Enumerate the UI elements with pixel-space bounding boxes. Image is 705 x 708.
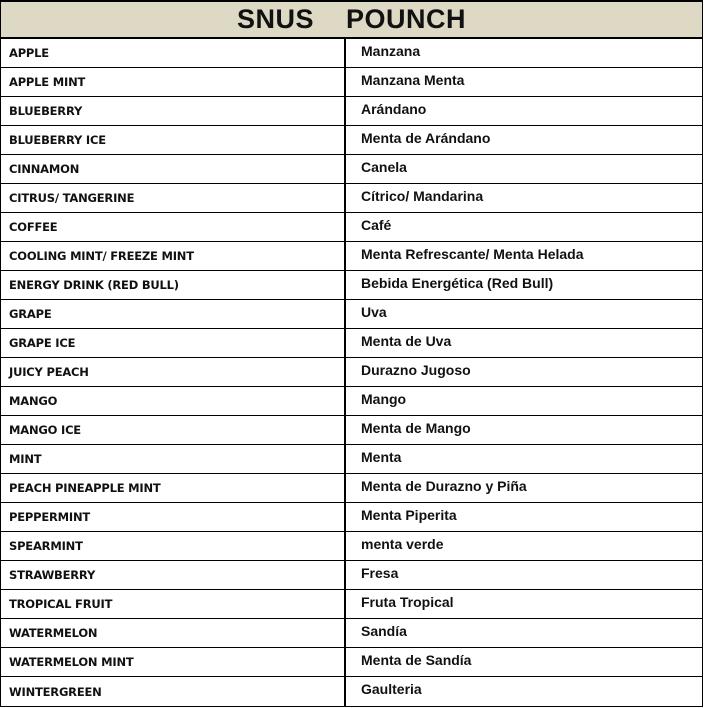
- table-row: [1, 97, 702, 126]
- flavor-english-cell: WATERMELON MINT: [1, 648, 346, 676]
- flavor-spanish-cell: Sandía: [361, 623, 407, 639]
- flavor-spanish-cell: Canela: [361, 159, 407, 175]
- table-row: [1, 590, 702, 619]
- table-row: [1, 532, 702, 561]
- flavor-spanish-cell: Fruta Tropical: [361, 594, 454, 610]
- table-row: [1, 561, 702, 590]
- flavor-spanish-cell: Durazno Jugoso: [361, 362, 471, 378]
- table-row: [1, 271, 702, 300]
- flavor-english-cell: BLUEBERRY ICE: [1, 126, 346, 154]
- flavor-spanish-cell: Menta Refrescante/ Menta Helada: [361, 246, 584, 262]
- flavor-english-cell: COOLING MINT/ FREEZE MINT: [1, 242, 346, 270]
- table-row: [1, 648, 702, 677]
- flavor-english-cell: WATERMELON: [1, 619, 346, 647]
- table-row: [1, 39, 702, 68]
- table-title: SNUS POUNCH: [236, 4, 467, 34]
- flavor-english-cell: APPLE: [1, 39, 346, 67]
- flavor-spanish-cell: Cítrico/ Mandarina: [361, 188, 484, 204]
- flavor-spanish-cell: Menta: [361, 449, 402, 465]
- table-row: [1, 242, 702, 271]
- table-row: [1, 68, 702, 97]
- flavor-spanish-cell: Bebida Energética (Red Bull): [361, 275, 554, 291]
- flavor-english-cell: PEACH PINEAPPLE MINT: [1, 474, 346, 502]
- table-row: [1, 503, 702, 532]
- table-row: [1, 677, 702, 706]
- table-row: [1, 416, 702, 445]
- flavor-spanish-cell: Uva: [361, 304, 387, 320]
- flavor-english-cell: CINNAMON: [1, 155, 346, 183]
- flavor-english-cell: MANGO ICE: [1, 416, 346, 444]
- flavor-spanish-cell: Manzana Menta: [361, 72, 465, 88]
- flavor-english-cell: GRAPE: [1, 300, 346, 328]
- flavor-english-cell: TROPICAL FRUIT: [1, 590, 346, 618]
- table-header: [1, 2, 702, 39]
- flavor-english-cell: ENERGY DRINK (RED BULL): [1, 271, 346, 299]
- flavor-spanish-cell: Mango: [361, 391, 407, 407]
- flavor-english-cell: PEPPERMINT: [1, 503, 346, 531]
- table-row: [1, 155, 702, 184]
- flavor-english-cell: CITRUS/ TANGERINE: [1, 184, 346, 212]
- flavor-spanish-cell: Gaulteria: [361, 681, 422, 697]
- flavor-spanish-cell: Menta de Uva: [361, 333, 452, 349]
- table-body: [1, 39, 702, 706]
- flavor-spanish-cell: Manzana: [361, 43, 421, 59]
- table-row: [1, 358, 702, 387]
- flavor-spanish-cell: Menta Piperita: [361, 507, 457, 523]
- table-row: [1, 329, 702, 358]
- flavor-spanish-cell: Café: [361, 217, 392, 233]
- flavor-english-cell: MANGO: [1, 387, 346, 415]
- flavor-spanish-cell: Menta de Mango: [361, 420, 471, 436]
- flavor-english-cell: APPLE MINT: [1, 68, 346, 96]
- flavor-english-cell: JUICY PEACH: [1, 358, 346, 386]
- table-row: [1, 126, 702, 155]
- flavor-spanish-cell: menta verde: [361, 536, 444, 552]
- table-row: [1, 387, 702, 416]
- flavor-spanish-cell: Menta de Arándano: [361, 130, 491, 146]
- table-row: [1, 445, 702, 474]
- table-row: [1, 300, 702, 329]
- table-row: [1, 213, 702, 242]
- flavor-english-cell: GRAPE ICE: [1, 329, 346, 357]
- flavor-english-cell: WINTERGREEN: [1, 677, 346, 706]
- flavor-english-cell: BLUEBERRY: [1, 97, 346, 125]
- flavor-english-cell: COFFEE: [1, 213, 346, 241]
- table-row: [1, 474, 702, 503]
- flavor-english-cell: STRAWBERRY: [1, 561, 346, 589]
- flavor-spanish-cell: Menta de Durazno y Piña: [361, 478, 527, 494]
- flavor-spanish-cell: Fresa: [361, 565, 399, 581]
- flavor-english-cell: SPEARMINT: [1, 532, 346, 560]
- flavor-spanish-cell: Menta de Sandía: [361, 652, 472, 668]
- table-row: [1, 184, 702, 213]
- flavor-spanish-cell: Arándano: [361, 101, 427, 117]
- table-row: [1, 619, 702, 648]
- flavor-english-cell: MINT: [1, 445, 346, 473]
